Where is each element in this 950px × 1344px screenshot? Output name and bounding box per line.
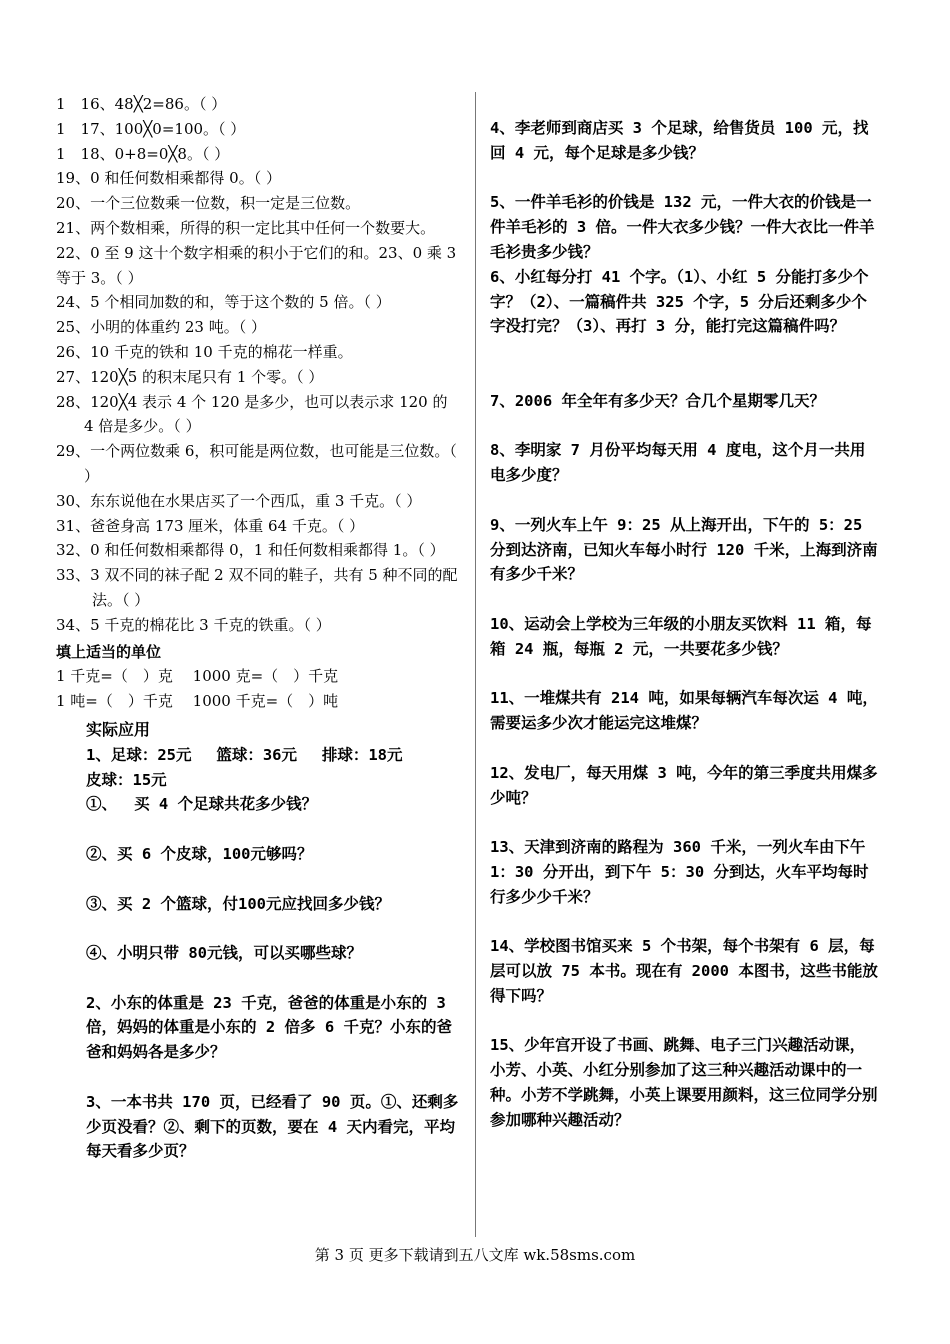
left-column (56, 92, 461, 1164)
word-problem-14: 14、学校图书馆买来 5 个书架，每个书架有 6 层，每层可以放 75 本书。现在有 2000 本图书，这些书能放得下吗？ (490, 937, 878, 1005)
word-problem-12: 12、发电厂，每天用煤 3 吨，今年的第三季度共用煤多少吨？ (490, 763, 878, 807)
judgement-item: 1 16、48╳2=86。（ ） (56, 95, 227, 113)
judgement-item: 29、一个两位数乘 6，积可能是两位数，也可能是三位数。（ ） (56, 442, 457, 485)
word-problem-9: 9、一列火车上午 9：25 从上海开出，下午的 5：25 分到达济南，已知火车每小时行 120 千米，上海到济南有多少千米？ (490, 515, 878, 584)
page-footer: 第 3 页 更多下载请到五八文库 wk.58sms.com (314, 1246, 636, 1264)
units-section-title: 填上适当的单位 (56, 642, 162, 661)
judgement-item: 28、120╳4 表示 4 个 120 是多少，也可以表示求 120 的 4 倍是多少。（ ） (56, 392, 448, 436)
application-subquestion: ③、买 2 个篮球，付100元应找回多少钱？ (86, 894, 390, 913)
judgement-item: 22、0 至 9 这十个数字相乘的积小于它们的和。23、0 乘 3 等于 3。（ ） (56, 243, 457, 287)
application-subquestion: ①、 买 4 个足球共花多少钱？ (86, 795, 318, 814)
application-question-2: 2、小东的体重是 23 千克，爸爸的体重是小东的 3 倍，妈妈的体重是小东的 2 倍多 6 千克？小东的爸爸和妈妈各是多少？ (86, 993, 452, 1062)
judgement-item: 21、两个数相乘，所得的积一定比其中任何一个数要大。 (56, 218, 436, 237)
judgement-item: 20、一个三位数乘一位数，积一定是三位数。 (56, 194, 361, 213)
application-question-1-cont: 皮球：15元 (86, 770, 167, 789)
application-subquestion: ④、小明只带 80元钱，可以买哪些球？ (86, 944, 362, 963)
word-problem-6: 6、小红每分打 41 个字。（1）、小红 5 分能打多少个字？（2）、一篇稿件共 325 个字，5 分后还剩多少个字没打完？（3）、再打 3 分，能打完这篇稿件吗？ (490, 267, 869, 336)
word-problem-15: 15、少年宫开设了书画、跳舞、电子三门兴趣活动课，小芳、小英、小红分别参加了这三种兴趣活动课中的一种。小芳不学跳舞，小英上课要用颜料，这三位同学分别参加哪种兴趣活动？ (490, 1036, 878, 1129)
judgement-item: 31、爸爸身高 173 厘米，体重 64 千克。（ ） (56, 516, 365, 535)
judgement-item: 24、5 个相同加数的和，等于这个数的 5 倍。（ ） (56, 293, 391, 312)
judgement-item: 34、5 千克的棉花比 3 千克的铁重。（ ） (56, 615, 331, 634)
application-question-3: 3、一本书共 170 页，已经看了 90 页。①、还剩多少页没看？②、剩下的页数，要在 4 天内看完，平均每天看多少页？ (86, 1092, 459, 1161)
application-section-title: 实际应用 (86, 719, 151, 739)
word-problem-10: 10、运动会上学校为三年级的小朋友买饮料 11 箱，每箱 24 瓶，每瓶 2 元，一共要花多少钱？ (490, 614, 872, 658)
word-problem-7: 7、2006 年全年有多少天？合几个星期零几天？ (490, 391, 825, 410)
judgement-item: 1 17、100╳0=100。（ ） (56, 119, 246, 138)
units-line: 1 千克=（ ）克 1000 克=（ ）千克 (56, 667, 339, 686)
judgement-item: 19、0 和任何数相乘都得 0。（ ） (56, 169, 281, 188)
application-section (56, 718, 461, 1164)
judgement-item: 33、3 双不同的袜子配 2 双不同的鞋子，共有 5 种不同的配法。（ ） (56, 566, 458, 609)
word-problem-13: 13、天津到济南的路程为 360 千米，一列火车由下午 1：30 分开出，到下午 5：30 分到达，火车平均每时行多少少千米？ (490, 838, 869, 906)
column-divider (475, 92, 476, 1237)
judgement-item: 25、小明的体重约 23 吨。（ ） (56, 318, 266, 337)
judgement-item: 26、10 千克的铁和 10 千克的棉花一样重。 (56, 342, 353, 361)
application-subquestion: ②、买 6 个皮球，100元够吗？ (86, 844, 313, 863)
units-line: 1 吨=（ ）千克 1000 千克=（ ）吨 (56, 692, 339, 711)
word-problem-5: 5、一件羊毛衫的价钱是 132 元，一件大衣的价钱是一件羊毛衫的 3 倍。一件大衣多少钱？一件大衣比一件羊毛衫贵多少钱？ (490, 193, 875, 261)
word-problem-8: 8、李明家 7 月份平均每天用 4 度电，这个月一共用电多少度？ (490, 441, 866, 485)
judgement-item: 30、东东说他在水果店买了一个西瓜，重 3 千克。（ ） (56, 491, 422, 510)
word-problem-11: 11、一堆煤共有 214 吨，如果每辆汽车每次运 4 吨，需要运多少次才能运完这堆煤？ (490, 689, 878, 733)
application-question-1: 1、足球：25元 篮球：36元 排球：18元 (86, 745, 403, 764)
judgement-item: 1 18、0+8=0╳8。（ ） (56, 144, 230, 163)
word-problem-4: 4、李老师到商店买 3 个足球，给售货员 100 元，找回 4 元，每个足球是多少钱？ (490, 119, 869, 162)
judgement-item: 32、0 和任何数相乘都得 0，1 和任何数相乘都得 1。（ ） (56, 541, 445, 560)
judgement-item: 27、120╳5 的积末尾只有 1 个零。（ ） (56, 367, 324, 386)
right-column (490, 116, 880, 1133)
